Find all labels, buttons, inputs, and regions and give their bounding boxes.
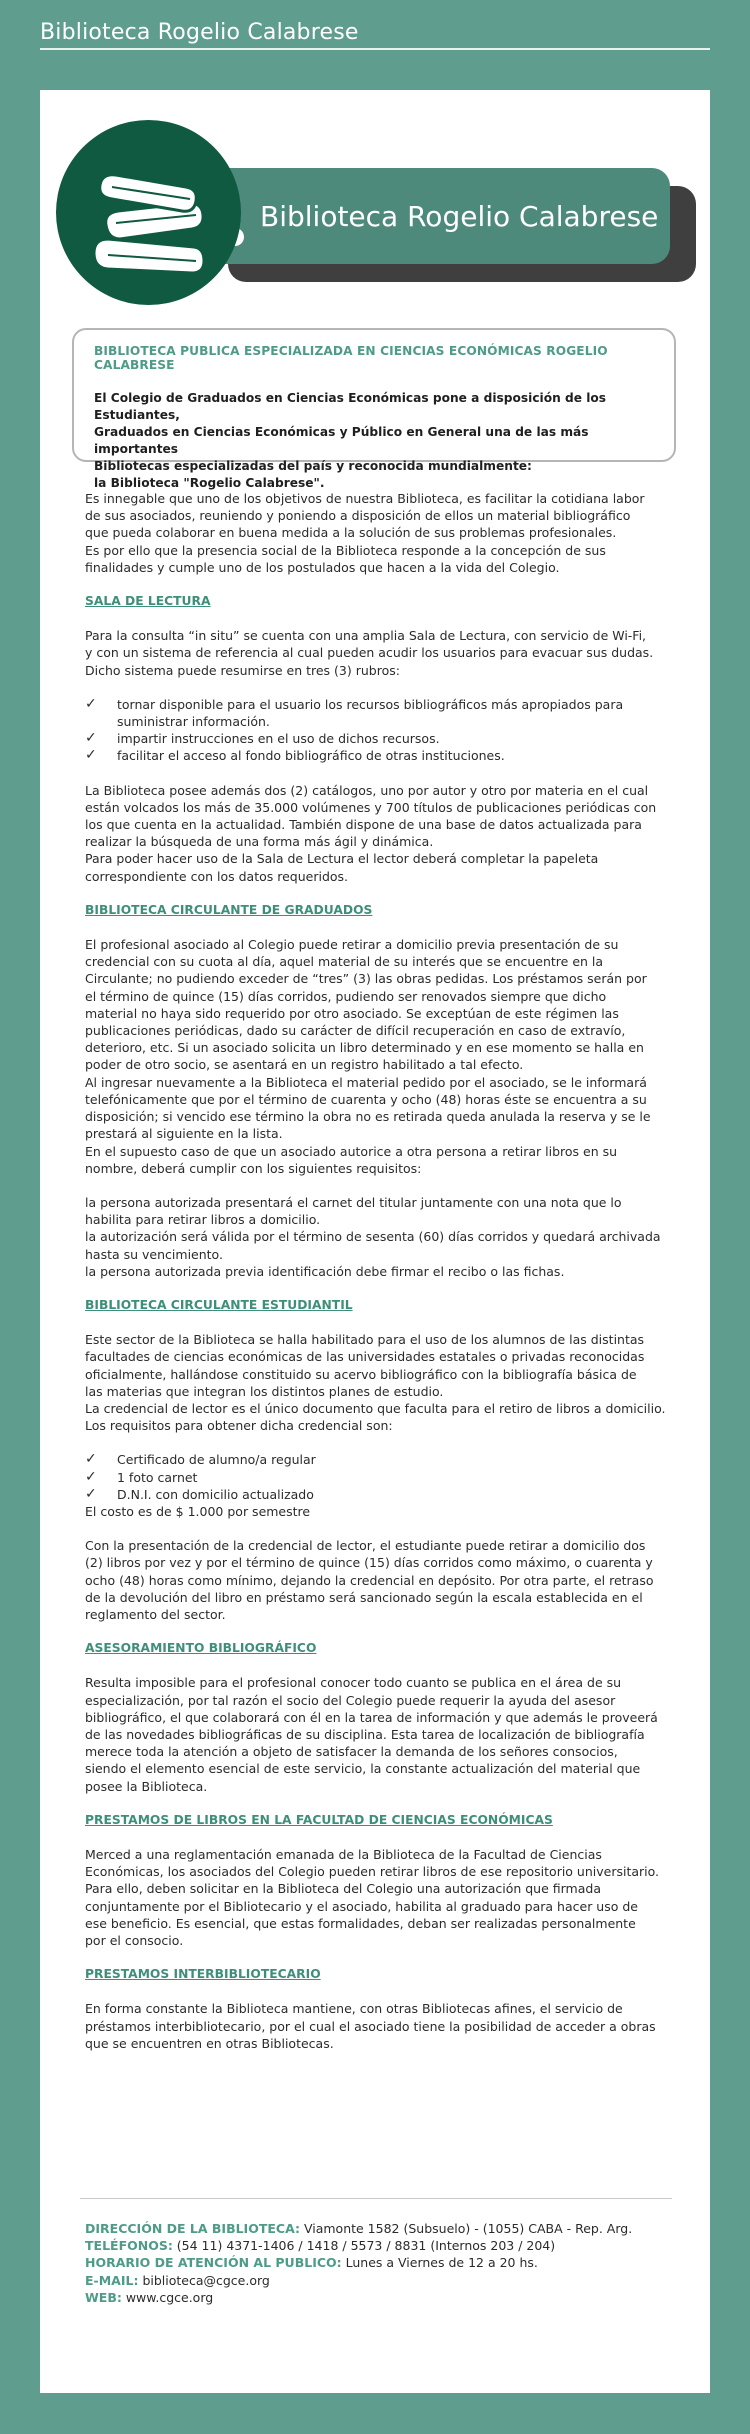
paragraph-line: la persona autorizada presentará el carnet del titular juntamente con una nota que lo (85, 1194, 622, 1210)
checkmark-icon: ✓ (85, 1485, 97, 1502)
paragraph-line: merece toda la atención a objeto de satisfacer la demanda de los señores consocios, (85, 1744, 618, 1760)
paragraph-line: En el supuesto caso de que un asociado autorice a otra persona a retirar libros en su (85, 1143, 618, 1159)
paragraph-line: el término de quince (15) días corridos, pudiendo ser renovados siempre que dicho (85, 988, 607, 1004)
checkmark-icon: ✓ (85, 695, 97, 712)
footer-telefonos: TELÉFONOS: (54 11) 4371-1406 / 1418 / 5573 / 8831 (Internos 203 / 204) (85, 2238, 556, 2254)
paragraph-line: reglamento del sector. (85, 1606, 226, 1622)
content-panel (40, 90, 710, 2393)
paragraph-line: Con la presentación de la credencial de lector, el estudiante puede retirar a domicilio dos (85, 1538, 646, 1554)
intro-line: Bibliotecas especializadas del país y reconocida mundialmente: (94, 459, 532, 473)
paragraph-line: de las novedades bibliográficas de su disciplina. Esta tarea de localización de bibliografía (85, 1726, 645, 1742)
section-heading-asesoramiento: ASESORAMIENTO BIBLIOGRÁFICO (85, 1641, 317, 1656)
estudiantil-checklist (85, 1451, 685, 1503)
paragraph-line: poder de otro socio, se asentará en un registro habilitado a tal efecto. (85, 1057, 524, 1073)
paragraph-line: facultades de ciencias económicas de las universidades estatales o privadas reconocidas (85, 1349, 645, 1365)
intro-heading: BIBLIOTECA PUBLICA ESPECIALIZADA EN CIENCIAS ECONÓMICAS ROGELIO CALABRESE (94, 344, 608, 372)
paragraph-line: y con un sistema de referencia al cual pueden acudir los usuarios para evacuar sus dudas. (85, 645, 654, 661)
checkmark-icon: ✓ (85, 730, 97, 747)
paragraph-line: posee la Biblioteca. (85, 1778, 208, 1794)
paragraph-line: ocho (48) horas como mínimo, dejando la credencial en depósito. Por otra parte, el retraso (85, 1572, 654, 1588)
cost-line: El costo es de $ 1.000 por semestre (85, 1503, 311, 1519)
paragraph-line: la autorización será válida por el término de sesenta (60) días corridos y quedará archivada (85, 1229, 661, 1245)
footer-email[interactable]: E-MAIL: biblioteca@cgce.org (85, 2272, 270, 2288)
checkmark-icon: ✓ (85, 1468, 97, 1485)
list-item: ✓ 1 foto carnet (85, 1468, 198, 1485)
intro-box (72, 328, 676, 490)
footer-web[interactable]: WEB: www.cgce.org (85, 2289, 214, 2305)
banner (56, 110, 696, 310)
paragraph-line: realizar la búsqueda de una forma más ágil y dinámica. (85, 834, 434, 850)
paragraph-line: Para ello, deben solicitar en la Biblioteca del Colegio una autorización que firmada (85, 1881, 601, 1897)
paragraph-line: telefónicamente que por el término de cuarenta y ocho (48) horas éste se encuentra a su (85, 1091, 647, 1107)
paragraph-line: Para la consulta “in situ” se cuenta con una amplia Sala de Lectura, con servicio de Wi-Fi, (85, 628, 647, 644)
intro-line: la Biblioteca "Rogelio Calabrese". (94, 476, 325, 490)
paragraph-line: Dicho sistema puede resumirse en tres (3) rubros: (85, 662, 400, 678)
books-icon (86, 165, 211, 285)
footer-direccion: DIRECCIÓN DE LA BIBLIOTECA: Viamonte 1582 (Subsuelo) - (1055) CABA - Rep. Arg. (85, 2221, 633, 2236)
paragraph-line: La credencial de lector es el único documento que faculta para el retiro de libros a domicilio. (85, 1400, 666, 1416)
sala-checklist (85, 696, 685, 765)
paragraph-line: Para poder hacer uso de la Sala de Lectura el lector deberá completar la papeleta (85, 851, 599, 867)
section-heading-graduados: BIBLIOTECA CIRCULANTE DE GRADUADOS (85, 902, 373, 917)
paragraph-line: publicaciones periódicas, dado su carácter de difícil recuperación en caso de extravío, (85, 1023, 626, 1039)
paragraph-line: por el consocio. (85, 1933, 184, 1949)
section-heading-interbibliotecario: PRESTAMOS INTERBIBLIOTECARIO (85, 1967, 321, 1982)
paragraph-line: Los requisitos para obtener dicha credencial son: (85, 1418, 393, 1434)
paragraph-line: están volcados los más de 35.000 volúmenes y 700 títulos de publicaciones periódicas con (85, 799, 657, 815)
paragraph-line: conjuntamente por el Bibliotecario y el asociado, habilita al graduado para hacer uso de (85, 1898, 638, 1914)
contact-footer (85, 2220, 685, 2306)
banner-title: Biblioteca Rogelio Calabrese (260, 200, 659, 233)
paragraph-line: ese beneficio. Es esencial, que estas formalidades, deban ser realizadas personalmente (85, 1915, 636, 1931)
paragraph-line: prestará al siguiente en la lista. (85, 1126, 283, 1142)
footer-divider (80, 2198, 672, 2199)
paragraph-line: disposición; si vencido ese término la obra no es retirada queda anulada la reserva y se le (85, 1109, 651, 1125)
list-item: ✓ facilitar el acceso al fondo bibliográfico de otras instituciones. (85, 747, 505, 764)
paragraph-line: la persona autorizada previa identificación debe firmar el recibo o las fichas. (85, 1263, 565, 1279)
paragraph-line: credencial con su cuota al día, aquel material de su interés que se encuentre en la (85, 954, 604, 970)
intro-text (94, 390, 654, 492)
paragraph-line: Es innegable que uno de los objetivos de nuestra Biblioteca, es facilitar la cotidiana labor (85, 491, 645, 506)
paragraph-line: correspondiente con los datos requeridos. (85, 868, 349, 884)
list-item: ✓ Certificado de alumno/a regular (85, 1451, 316, 1468)
paragraph-line: que pueda colaborar en buena medida a la solución de sus problemas profesionales. (85, 525, 617, 541)
paragraph-line: Este sector de la Biblioteca se halla habilitado para el uso de los alumnos de las distintas (85, 1332, 645, 1348)
page-title: Biblioteca Rogelio Calabrese (40, 20, 359, 45)
paragraph-line: material no haya sido requerido por otro asociado. Se exceptúan de este régimen las (85, 1005, 619, 1021)
list-item: ✓ D.N.I. con domicilio actualizado (85, 1485, 314, 1502)
paragraph-line: El profesional asociado al Colegio puede retirar a domicilio previa presentación de su (85, 937, 619, 953)
section-heading-estudiantil: BIBLIOTECA CIRCULANTE ESTUDIANTIL (85, 1297, 353, 1312)
paragraph-line: Al ingresar nuevamente a la Biblioteca el material pedido por el asociado, se le informará (85, 1074, 647, 1090)
top-divider (40, 48, 710, 50)
checkmark-icon: ✓ (85, 1451, 97, 1468)
paragraph-line: Económicas, los asociados del Colegio pueden retirar libros de ese repositorio universitario. (85, 1864, 660, 1880)
paragraph-line: finalidades y cumple uno de los postulados que hacen a la vida del Colegio. (85, 559, 560, 575)
paragraph-line: las materias que integran los distintos planes de estudio. (85, 1383, 444, 1399)
paragraph-line: siendo el elemento esencial de este servicio, la constante actualización del material que (85, 1761, 641, 1777)
paragraph-line: Circulante; no pudiendo exceder de “tres” (3) las obras pedidas. Los préstamos serán por (85, 971, 647, 987)
section-heading-facultad: PRESTAMOS DE LIBROS EN LA FACULTAD DE CIENCIAS ECONÓMICAS (85, 1812, 553, 1827)
section-heading-sala: SALA DE LECTURA (85, 594, 211, 609)
top-bar (0, 0, 750, 50)
paragraph-line: especialización, por tal razón el socio del Colegio puede requerir la ayuda del asesor (85, 1692, 616, 1708)
list-item: ✓ tornar disponible para el usuario los recursos bibliográficos más apropiados para suministrar información. (85, 695, 624, 730)
paragraph-line: (2) libros por vez y por el término de quince (15) días corridos como máximo, o cuarenta y (85, 1555, 653, 1571)
main-content (85, 490, 685, 2052)
paragraph-line: En forma constante la Biblioteca mantiene, con otras Bibliotecas afines, el servicio de (85, 2001, 623, 2017)
paragraph-line: Merced a una reglamentación emanada de la Biblioteca de la Facultad de Ciencias (85, 1847, 602, 1862)
paragraph-line: habilita para retirar libros a domicilio. (85, 1212, 321, 1228)
paragraph-line: los que cuenta en la actualidad. También dispone de una base de datos actualizada para (85, 817, 642, 833)
paragraph-line: de sus asociados, reuniendo y poniendo a disposición de ellos un material bibliográfico (85, 508, 631, 524)
paragraph-line: Es por ello que la presencia social de la Biblioteca responde a la concepción de sus (85, 542, 606, 558)
paragraph-line: bibliográfico, el que colaborará con él en la tarea de información y que además le proveerá (85, 1709, 658, 1725)
paragraph-line: hasta su vencimiento. (85, 1246, 223, 1262)
intro-line: El Colegio de Graduados en Ciencias Económicas pone a disposición de los Estudiantes, (94, 391, 607, 422)
paragraph-line: oficialmente, hallándose constituido su acervo bibliográfico con la bibliografía básica de (85, 1366, 637, 1382)
paragraph-line: que se encuentren en otras Bibliotecas. (85, 2035, 334, 2051)
logo-circle (56, 120, 241, 305)
paragraph-line: nombre, deberá cumplir con los siguientes requisitos: (85, 1160, 422, 1176)
paragraph-line: La Biblioteca posee además dos (2) catálogos, uno por autor y otro por materia en el cual (85, 782, 649, 798)
paragraph-line: de la devolución del libro en préstamo será sancionado según la escala establecida en el (85, 1589, 643, 1605)
checkmark-icon: ✓ (85, 747, 97, 764)
paragraph-line: préstamos interbibliotecario, por el cual el asociado tiene la posibilidad de acceder a obras (85, 2018, 656, 2034)
paragraph-line: Resulta imposible para el profesional conocer todo cuanto se publica en el área de su (85, 1675, 622, 1691)
list-item: ✓ impartir instrucciones en el uso de dichos recursos. (85, 730, 440, 747)
intro-line: Graduados en Ciencias Económicas y Público en General una de las más importantes (94, 425, 589, 456)
paragraph-line: deterioro, etc. Si un asociado solicita un libro determinado y en ese momento se halla en (85, 1040, 644, 1056)
footer-horario: HORARIO DE ATENCIÓN AL PUBLICO: Lunes a Viernes de 12 a 20 hs. (85, 2255, 538, 2271)
